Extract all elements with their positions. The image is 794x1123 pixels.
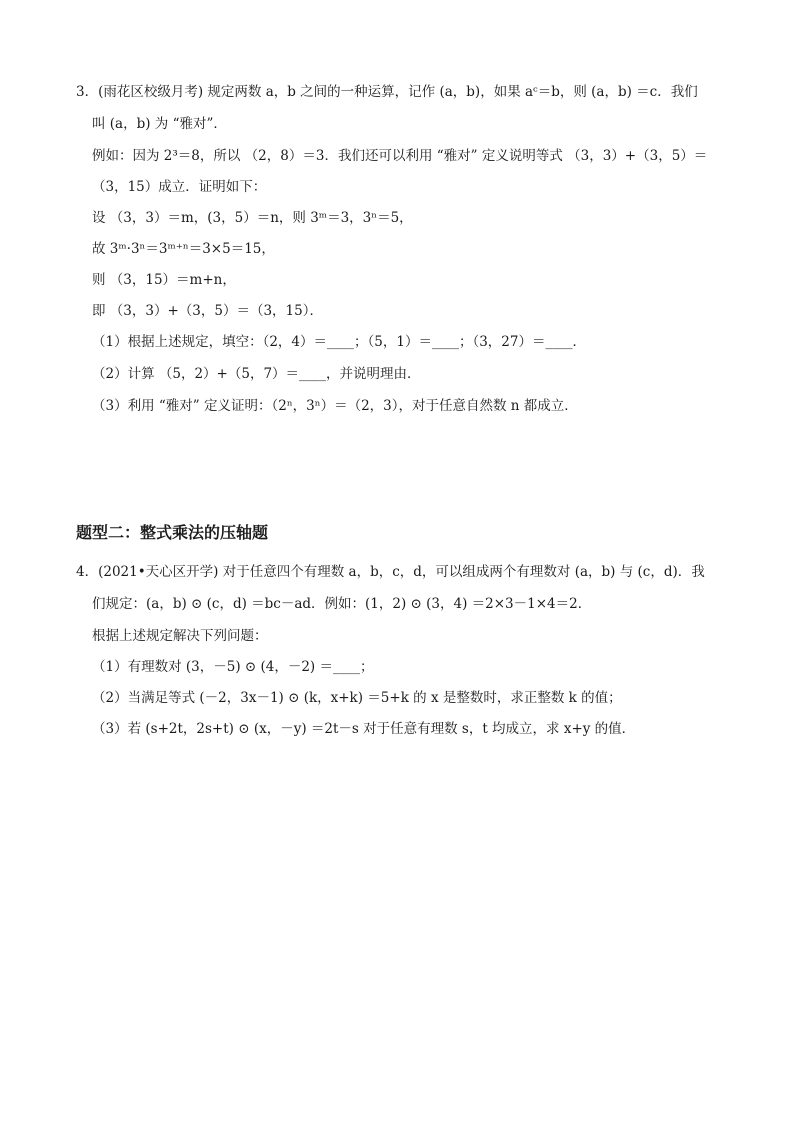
problem3-line-2: 叫 (a，b) 为 “雅对”． bbox=[92, 116, 227, 132]
problem4-line-2: 们规定：(a，b) ⊙ (c，d) ＝bc－ad．例如：(1，2) ⊙ (3，4) ＝2×3－1×4＝2． bbox=[92, 596, 592, 612]
problem3-part-1: （1）根据上述规定，填空：（2，4）＝____；（5，1）＝____；（3，27）＝____． bbox=[92, 334, 586, 350]
section-heading: 题型二：整式乘法的压轴题 bbox=[76, 523, 269, 542]
problem4-part-3: （3）若 (s+2t，2s+t) ⊙ (x，－y) ＝2t－s 对于任意有理数 s，t 均成立，求 x+y 的值． bbox=[92, 721, 636, 737]
problem3-part-3: （3）利用 “雅对” 定义证明：（2ⁿ，3ⁿ）＝（2，3），对于任意自然数 n 都成立． bbox=[92, 398, 578, 414]
problem4-part-2: （2）当满足等式 (－2，3x－1) ⊙ (k，x+k) ＝5+k 的 x 是整数时，求正整数 k 的值； bbox=[92, 690, 622, 706]
problem3-line-8: 即 （3，3）+（3，5）＝（3，15）． bbox=[92, 303, 323, 319]
problem4-line-1: 4．(2021•天心区开学) 对于任意四个有理数 a，b，c，d，可以组成两个有理数对 (a，b) 与 (c，d)．我 bbox=[76, 564, 705, 580]
problem3-line-6: 故 3ᵐ·3ⁿ＝3ᵐ⁺ⁿ＝3×5＝15， bbox=[92, 241, 275, 257]
problem3-part-2: （2）计算 （5，2）+（5，7）＝____，并说明理由． bbox=[92, 366, 421, 382]
problem3-line-1: 3．(雨花区校级月考) 规定两数 a，b 之间的一种运算，记作 (a，b)，如果 aᶜ＝b，则 (a，b) ＝c．我们 bbox=[76, 84, 698, 100]
problem4-part-1: （1）有理数对 (3，－5) ⊙ (4，－2) ＝____； bbox=[92, 659, 374, 675]
problem3-line-4: （3，15）成立．证明如下： bbox=[92, 179, 267, 195]
problem4-line-3: 根据上述规定解决下列问题： bbox=[92, 628, 268, 644]
problem3-line-3: 例如：因为 2³＝8，所以 （2，8）＝3．我们还可以利用 “雅对” 定义说明等式 （3，3）+（3，5）＝ bbox=[92, 148, 708, 164]
problem3-line-7: 则 （3，15）＝m+n， bbox=[92, 272, 236, 288]
problem3-line-5: 设 （3，3）＝m，(3，5）＝n，则 3ᵐ＝3，3ⁿ＝5， bbox=[92, 210, 413, 226]
